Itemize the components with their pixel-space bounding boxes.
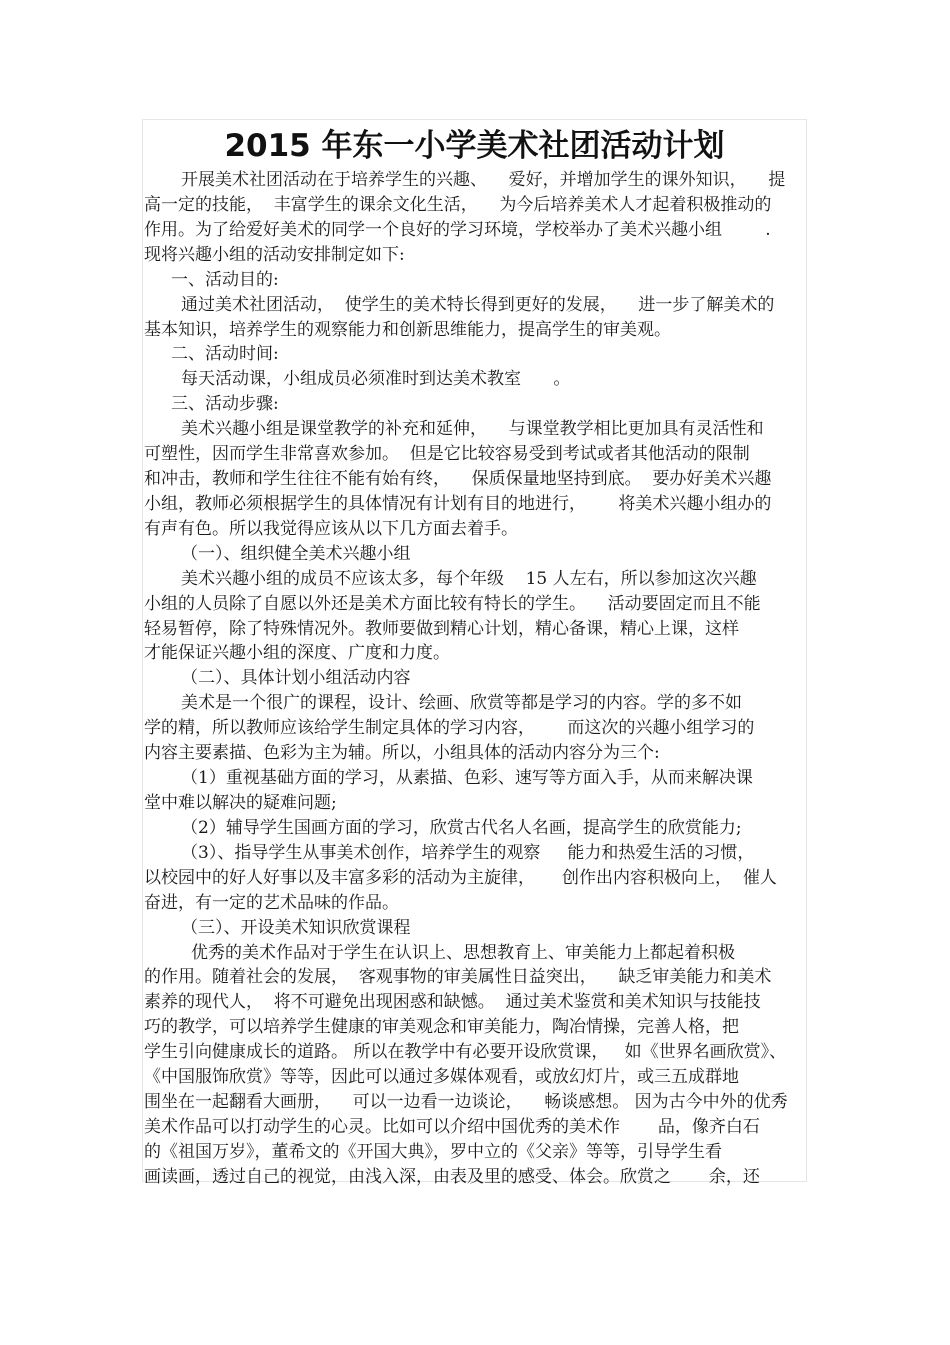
- paragraph-line: 二、活动时间:: [171, 344, 279, 365]
- paragraph-line: 现将兴趣小组的活动安排制定如下:: [144, 244, 405, 265]
- paragraph-line: 基本知识，培养学生的观察能力和创新思维能力，提高学生的审美观。: [144, 319, 671, 340]
- paragraph-line: 美术作品可以打动学生的心灵。比如可以介绍中国优秀的美术作 品，像齐白石: [144, 1116, 760, 1137]
- paragraph-line: 有声有色。所以我觉得应该从以下几方面去着手。: [144, 518, 518, 539]
- paragraph-line: 小组的人员除了自愿以外还是美术方面比较有特长的学生。 活动要固定而且不能: [144, 593, 761, 614]
- paragraph-line: （3）、指导学生从事美术创作，培养学生的观察 能力和热爱生活的习惯，: [181, 842, 755, 863]
- paragraph-line: 作用。为了给爱好美术的同学一个良好的学习环境，学校举办了美术兴趣小组 .: [144, 219, 771, 240]
- paragraph-line: 巧的教学，可以培养学生健康的审美观念和审美能力，陶冶情操，完善人格，把: [144, 1017, 739, 1038]
- paragraph-line: （2）辅导学生国画方面的学习，欣赏古代名人名画，提高学生的欣赏能力;: [181, 817, 742, 838]
- paragraph-line: （二）、具体计划小组活动内容: [181, 668, 411, 689]
- paragraph-line: 的《祖国万岁》，董希文的《开国大典》，罗中立的《父亲》等等，引导学生看: [144, 1141, 722, 1162]
- paragraph-line: 美术兴趣小组的成员不应该太多，每个年级 15 人左右，所以参加这次兴趣: [181, 568, 757, 589]
- paragraph-line: 三、活动步骤:: [171, 394, 279, 415]
- paragraph-line: 画读画，透过自己的视觉，由浅入深，由表及里的感受、体会。欣赏之 余，还: [144, 1166, 760, 1187]
- paragraph-line: 美术是一个很广的课程，设计、绘画、欣赏等都是学习的内容。学的多不如: [181, 693, 742, 714]
- paragraph-line: 以校园中的好人好事以及丰富多彩的活动为主旋律， 创作出内容积极向上， 催人: [144, 867, 777, 888]
- paragraph-line: 和冲击，教师和学生往往不能有始有终， 保质保量地坚持到底。 要办好美术兴趣: [144, 469, 772, 490]
- paragraph-line: 奋进，有一定的艺术品味的作品。: [144, 892, 399, 913]
- paragraph-line: 才能保证兴趣小组的深度、广度和力度。: [144, 643, 450, 664]
- paragraph-line: 内容主要素描、色彩为主为辅。所以，小组具体的活动内容分为三个:: [144, 743, 660, 764]
- paragraph-line: 小组，教师必须根据学生的具体情况有计划有目的地进行， 将美术兴趣小组办的: [144, 493, 772, 514]
- paragraph-line: 可塑性，因而学生非常喜欢参加。 但是它比较容易受到考试或者其他活动的限制: [144, 444, 750, 465]
- paragraph-line: 学生引向健康成长的道路。 所以在教学中有必要开设欣赏课， 如《世界名画欣赏》、: [144, 1042, 787, 1063]
- paragraph-line: 素养的现代人， 将不可避免出现困惑和缺憾。 通过美术鉴赏和美术知识与技能技: [144, 992, 761, 1013]
- paragraph-line: 学的精，所以教师应该给学生制定具体的学习内容， 而这次的兴趣小组学习的: [144, 718, 755, 739]
- paragraph-line: 的作用。随着社会的发展， 客观事物的审美属性日益突出， 缺乏审美能力和美术: [144, 967, 772, 988]
- paragraph-line: 一、活动目的:: [171, 269, 279, 290]
- paragraph-line: （三）、开设美术知识欣赏课程: [181, 917, 411, 938]
- paragraph-line: （一）、组织健全美术兴趣小组: [181, 543, 411, 564]
- paragraph-line: 通过美术社团活动， 使学生的美术特长得到更好的发展， 进一步了解美术的: [181, 294, 775, 315]
- paragraph-line: （1）重视基础方面的学习，从素描、色彩、速写等方面入手，从而来解决课: [181, 768, 753, 789]
- paragraph-line: 堂中难以解决的疑难问题;: [144, 793, 337, 813]
- document-title: 2015 年东一小学美术社团活动计划: [224, 128, 725, 164]
- paragraph-line: 优秀的美术作品对于学生在认识上、思想教育上、审美能力上都起着积极: [191, 942, 735, 963]
- paragraph-line: 《中国服饰欣赏》等等，因此可以通过多媒体观看，或放幻灯片，或三五成群地: [144, 1067, 739, 1088]
- paragraph-line: 高一定的技能， 丰富学生的课余文化生活， 为今后培养美术人才起着积极推动的: [144, 194, 772, 215]
- paragraph-line: 轻易暂停，除了特殊情况外。教师要做到精心计划，精心备课，精心上课，这样: [144, 618, 739, 639]
- paragraph-line: 美术兴趣小组是课堂教学的补充和延伸， 与课堂教学相比更加具有灵活性和: [181, 419, 764, 440]
- paragraph-line: 每天活动课，小组成员必须准时到达美术教室 。: [181, 369, 571, 390]
- paragraph-line: 开展美术社团活动在于培养学生的兴趣、 爱好，并增加学生的课外知识， 提: [181, 170, 786, 190]
- paragraph-line: 围坐在一起翻看大画册， 可以一边看一边谈论， 畅谈感想。 因为古今中外的优秀: [144, 1092, 788, 1113]
